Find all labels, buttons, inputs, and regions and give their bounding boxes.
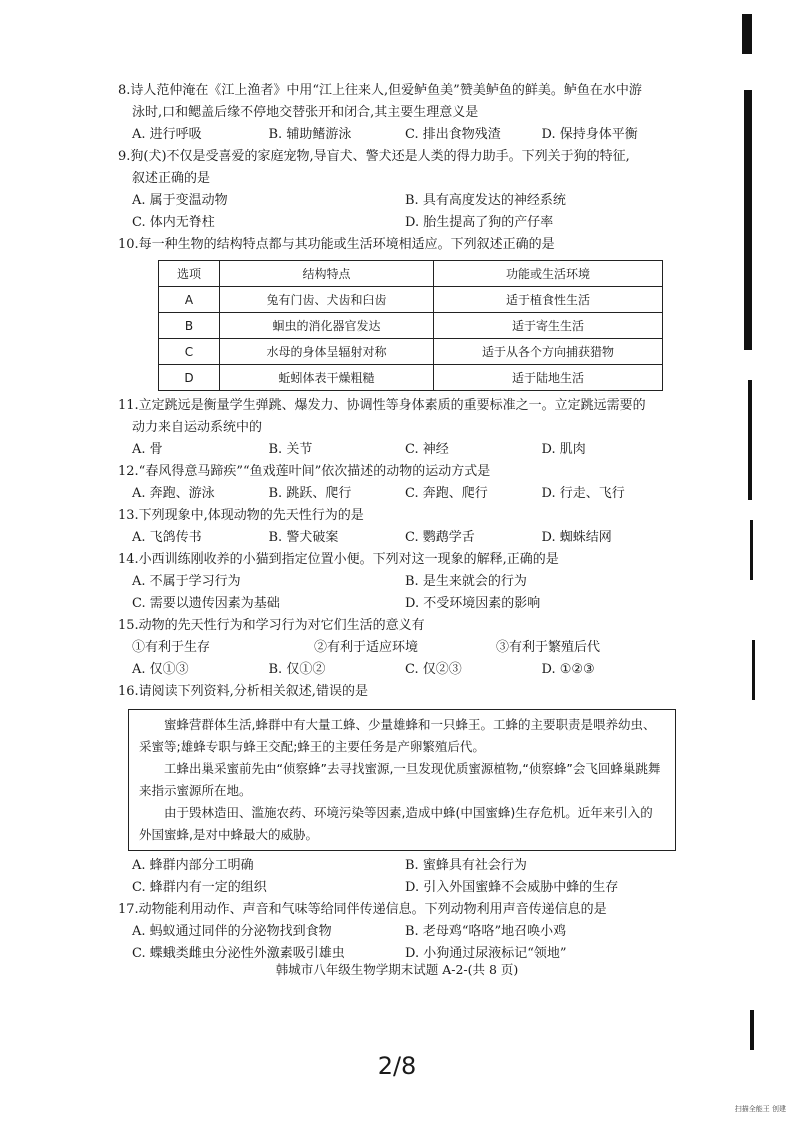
- answer-option[interactable]: D. 行走、飞行: [541, 486, 625, 501]
- table-cell: 兔有门齿、犬齿和臼齿: [220, 287, 434, 313]
- answer-option[interactable]: B. 仅①②: [268, 662, 326, 677]
- question-stem: 动力来自运动系统中的: [132, 420, 263, 435]
- table-cell: D: [159, 365, 220, 391]
- option-list: [118, 483, 678, 505]
- answer-option[interactable]: C. 神经: [405, 442, 449, 457]
- question-q12: [118, 461, 678, 505]
- answer-option[interactable]: D. 保持身体平衡: [541, 127, 638, 142]
- table-cell: 适于植食性生活: [434, 287, 663, 313]
- question-stem: 13.下列现象中,体现动物的先天性行为的是: [118, 508, 364, 523]
- question-q14: [118, 549, 678, 615]
- option-list: [118, 921, 678, 965]
- answer-option[interactable]: D. 肌肉: [541, 442, 586, 457]
- table-cell: A: [159, 287, 220, 313]
- answer-option[interactable]: B. 警犬破案: [268, 530, 339, 545]
- question-q10: [118, 234, 678, 256]
- question-q11: [118, 395, 678, 461]
- table-cell: 适于寄生生活: [434, 313, 663, 339]
- q10-table: [158, 260, 663, 391]
- scanner-watermark: 扫描全能王 创建: [734, 1105, 786, 1113]
- answer-option[interactable]: ①有利于生存: [132, 640, 211, 655]
- option-list: [118, 190, 678, 234]
- answer-option[interactable]: B. 关节: [268, 442, 313, 457]
- answer-option[interactable]: C. 排出食物残渣: [405, 127, 501, 142]
- option-list: [118, 637, 678, 659]
- table-row: [159, 287, 663, 313]
- answer-option[interactable]: ②有利于适应环境: [313, 640, 418, 655]
- answer-option[interactable]: A. 奔跑、游泳: [132, 486, 215, 501]
- answer-option[interactable]: C. 奔跑、爬行: [405, 486, 488, 501]
- table-header-cell: 功能或生活环境: [434, 261, 663, 287]
- question-stem: 12.“春风得意马蹄疾”“鱼戏莲叶间”依次描述的动物的运动方式是: [118, 464, 491, 479]
- question-stem: 10.每一种生物的结构特点都与其功能或生活环境相适应。下列叙述正确的是: [118, 237, 555, 252]
- answer-option[interactable]: C. 仅②③: [405, 662, 462, 677]
- question-stem: 9.狗(犬)不仅是受喜爱的家庭宠物,导盲犬、警犬还是人类的得力助手。下列关于狗的特征,: [118, 149, 630, 164]
- answer-option[interactable]: C. 需要以遗传因素为基础: [132, 596, 280, 611]
- answer-option[interactable]: A. 飞鸽传书: [132, 530, 202, 545]
- option-list: [118, 855, 678, 899]
- answer-option[interactable]: D. 引入外国蜜蜂不会威胁中蜂的生存: [405, 880, 619, 895]
- answer-option[interactable]: B. 老母鸡“咯咯”地召唤小鸡: [405, 924, 567, 939]
- table-cell: 适于从各个方向捕获猎物: [434, 339, 663, 365]
- scan-edge-artifact: [750, 1010, 754, 1050]
- table-row: [159, 339, 663, 365]
- answer-option[interactable]: B. 蜜蜂具有社会行为: [405, 858, 527, 873]
- table-header-cell: 结构特点: [220, 261, 434, 287]
- question-q16opts: [118, 855, 678, 899]
- answer-option[interactable]: D. ①②③: [541, 662, 595, 677]
- option-list: [118, 527, 678, 549]
- page-footer: 韩城市八年级生物学期末试题 A-2-(共 8 页): [275, 962, 519, 977]
- answer-option[interactable]: D. 蜘蛛结网: [541, 530, 612, 545]
- passage-paragraph: 工蜂出巢采蜜前先由“侦察蜂”去寻找蜜源,一旦发现优质蜜源植物,“侦察蜂”会飞回蜂巢跳舞来指示蜜源所在地。: [139, 761, 661, 798]
- answer-option[interactable]: D. 胎生提高了狗的产仔率: [405, 215, 554, 230]
- answer-option[interactable]: B. 辅助鳍游泳: [268, 127, 352, 142]
- answer-option[interactable]: A. 属于变温动物: [132, 193, 228, 208]
- option-list: [118, 659, 678, 681]
- answer-option[interactable]: A. 仅①③: [132, 662, 189, 677]
- answer-option[interactable]: C. 鹦鹉学舌: [405, 530, 475, 545]
- table-cell: C: [159, 339, 220, 365]
- question-stem: 11.立定跳远是衡量学生弹跳、爆发力、协调性等身体素质的重要标准之一。立定跳远需要的: [118, 398, 646, 413]
- table-header-cell: 选项: [159, 261, 220, 287]
- answer-option[interactable]: D. 不受环境因素的影响: [405, 596, 541, 611]
- answer-option[interactable]: B. 具有高度发达的神经系统: [405, 193, 566, 208]
- answer-option[interactable]: A. 进行呼吸: [132, 127, 202, 142]
- answer-option[interactable]: C. 蜂群内有一定的组织: [132, 880, 267, 895]
- option-list: [118, 571, 678, 615]
- question-stem: 泳时,口和鳃盖后缘不停地交替张开和闭合,其主要生理意义是: [132, 105, 479, 120]
- question-q16: [118, 681, 678, 703]
- answer-option[interactable]: C. 体内无脊柱: [132, 215, 215, 230]
- answer-option[interactable]: C. 蝶蛾类雌虫分泌性外激素吸引雄虫: [132, 946, 345, 961]
- question-stem: 15.动物的先天性行为和学习行为对它们生活的意义有: [118, 618, 425, 633]
- question-q13: [118, 505, 678, 549]
- answer-option[interactable]: A. 蜂群内部分工明确: [132, 858, 254, 873]
- question-stem: 17.动物能利用动作、声音和气味等给同伴传递信息。下列动物利用声音传递信息的是: [118, 902, 607, 917]
- question-stem: 叙述正确的是: [132, 171, 211, 186]
- answer-option[interactable]: ③有利于繁殖后代: [495, 640, 600, 655]
- scan-edge-artifact: [742, 14, 752, 54]
- answer-option[interactable]: D. 小狗通过尿液标记“领地”: [405, 946, 567, 961]
- question-q9: [118, 146, 678, 234]
- table-header-row: [159, 261, 663, 287]
- scan-edge-artifact: [750, 520, 753, 580]
- table-row: [159, 365, 663, 391]
- scan-edge-artifact: [752, 640, 755, 700]
- table-cell: 蛔虫的消化器官发达: [220, 313, 434, 339]
- table-cell: 水母的身体呈辐射对称: [220, 339, 434, 365]
- answer-option[interactable]: A. 蚂蚁通过同伴的分泌物找到食物: [132, 924, 332, 939]
- passage-paragraph: 由于毁林造田、滥施农药、环境污染等因素,造成中蜂(中国蜜蜂)生存危机。近年来引入的外国蜜蜂,是对中蜂最大的威胁。: [139, 805, 653, 842]
- table-cell: 适于陆地生活: [434, 365, 663, 391]
- question-stem: 8.诗人范仲淹在《江上渔者》中用“江上往来人,但爱鲈鱼美”赞美鲈鱼的鲜美。鲈鱼在水中游: [118, 83, 642, 98]
- table-cell: B: [159, 313, 220, 339]
- passage-paragraph: 蜜蜂营群体生活,蜂群中有大量工蜂、少量雄蜂和一只蜂王。工蜂的主要职责是喂养幼虫、采蜜等;雄蜂专职与蜂王交配;蜂王的主要任务是产卵繁殖后代。: [139, 717, 656, 754]
- scan-edge-artifact: [748, 380, 752, 500]
- table-cell: 蚯蚓体表干燥粗糙: [220, 365, 434, 391]
- answer-option[interactable]: B. 跳跃、爬行: [268, 486, 352, 501]
- question-q15: [118, 615, 678, 681]
- question-q17: [118, 899, 678, 965]
- page-number: 2/8: [377, 1052, 417, 1080]
- scan-edge-artifact: [744, 90, 752, 350]
- question-q8: [118, 80, 678, 146]
- question-stem: 14.小西训练刚收养的小猫到指定位置小便。下列对这一现象的解释,正确的是: [118, 552, 559, 567]
- question-content: [118, 80, 678, 965]
- answer-option[interactable]: A. 不属于学习行为: [132, 574, 241, 589]
- answer-option[interactable]: B. 是生来就会的行为: [405, 574, 527, 589]
- answer-option[interactable]: A. 骨: [132, 442, 163, 457]
- option-list: [118, 439, 678, 461]
- question-stem: 16.请阅读下列资料,分析相关叙述,错误的是: [118, 684, 368, 699]
- option-list: [118, 124, 678, 146]
- q16-passage-box: [128, 709, 676, 851]
- table-row: [159, 313, 663, 339]
